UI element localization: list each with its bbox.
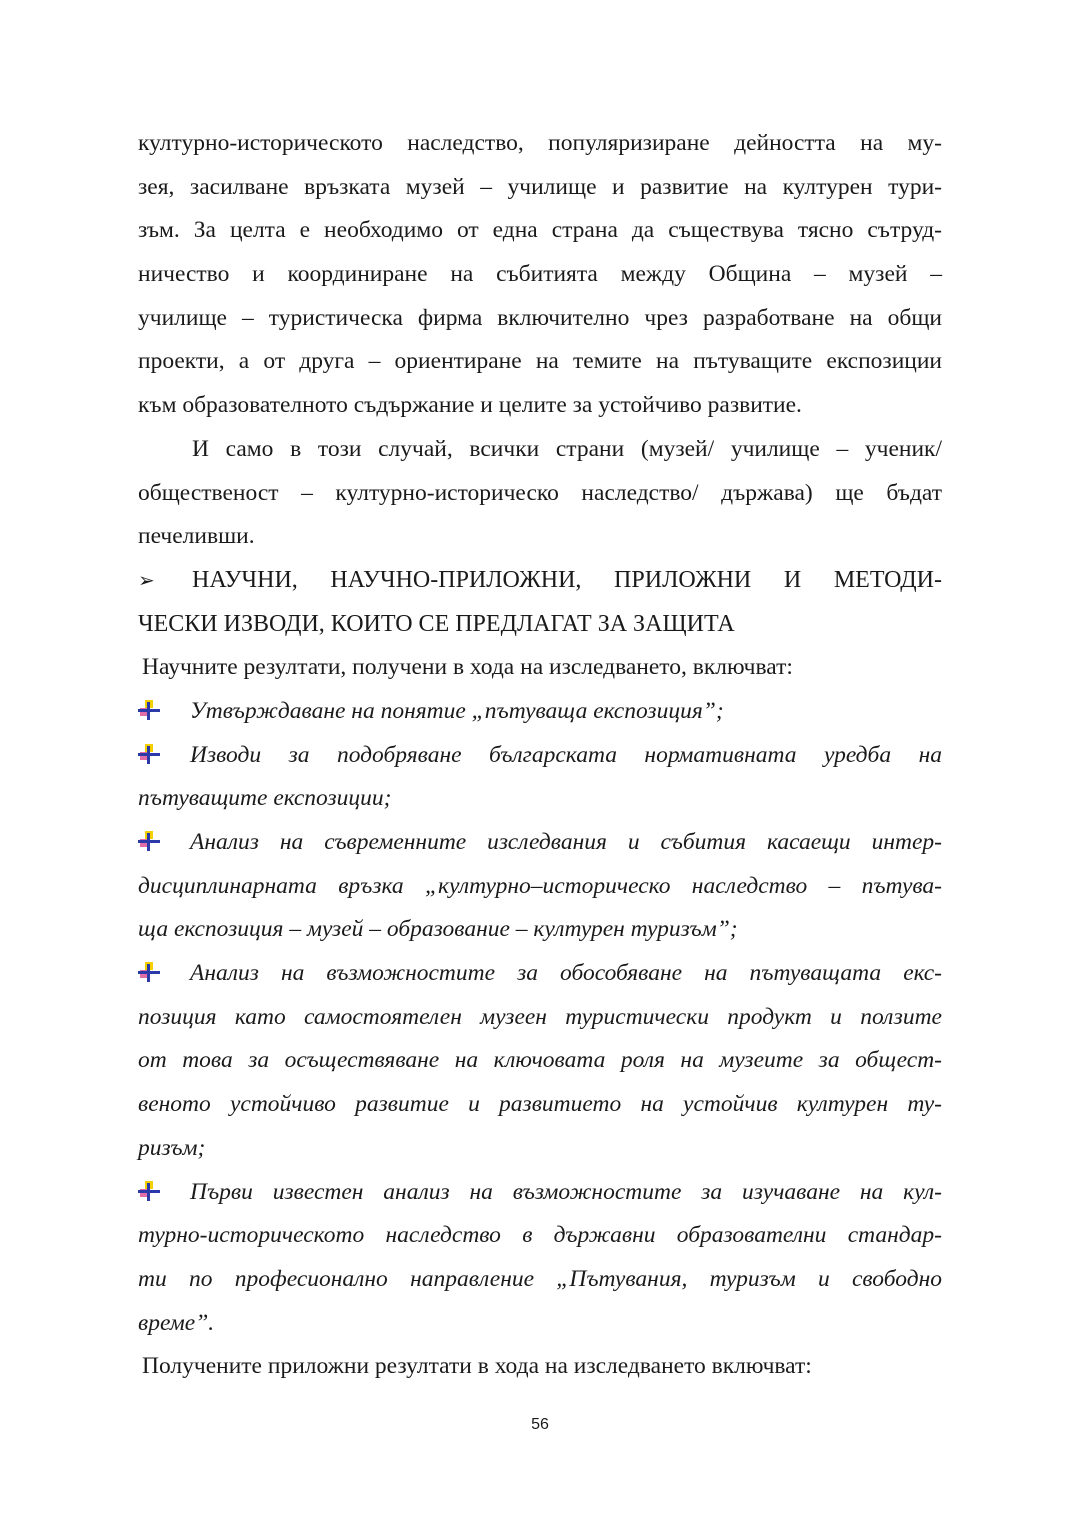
list-item	[138, 690, 942, 734]
colored-cross-bullet-icon	[138, 700, 160, 720]
text-line: зея, засилване връзката музей – училище и развитие на културен тури-	[138, 173, 942, 200]
heading-text: НАУЧНИ, НАУЧНО-ПРИЛОЖНИ, ПРИЛОЖНИ И МЕТОДИ-	[192, 566, 942, 593]
list-item-text: Анализ на съвременните изследвания и събития касаещи интер-	[190, 829, 942, 855]
applied-results-lead: Получените приложни резултати в хода на изследването включват:	[142, 1353, 812, 1380]
section-heading	[138, 559, 942, 646]
arrow-bullet-icon: ➢	[138, 567, 155, 592]
document-page	[138, 122, 942, 1389]
intro-paragraph	[138, 122, 942, 428]
list-item-line	[138, 1171, 942, 1215]
colored-cross-bullet-icon	[138, 744, 160, 764]
list-item-text: Първи известен анализ на възможностите за изучаване на кул-	[190, 1178, 942, 1205]
text-line: културно-историческото наследство, популяризиране дейността на му-	[138, 130, 942, 156]
list-item	[138, 1171, 942, 1346]
list-item	[138, 734, 942, 821]
list-item-line	[138, 952, 942, 996]
list-item	[138, 952, 942, 1170]
list-item-line	[138, 821, 942, 865]
list-item-line: ризъм;	[138, 1134, 206, 1161]
page-number: 56	[531, 1416, 549, 1433]
colored-cross-bullet-icon	[138, 831, 160, 851]
scientific-results-lead: Научните резултати, получени в хода на изследването, включват:	[142, 654, 793, 681]
text-line: общественост – културно-историческо наследство/ държава) ще бъдат	[138, 479, 942, 506]
list-item-line: ща експозиция – музей – образование – културен туризъм”;	[138, 916, 738, 943]
text-line: И само в този случай, всички страни (музей/ училище – ученик/	[192, 435, 942, 462]
text-line: ничество и координиране на събитията между Община – музей –	[138, 261, 942, 288]
list-item-line	[138, 734, 942, 778]
list-item-line: веното устойчиво развитие и развитието на устойчив културен ту-	[138, 1091, 942, 1118]
heading-line	[138, 559, 942, 603]
text-line: проекти, а от друга – ориентиране на темите на пътуващите експозиции	[138, 348, 942, 375]
list-item-line: пътуващите експозиции;	[138, 785, 392, 812]
list-item-line: от това за осъществяване на ключовата роля на музеите за общест-	[138, 1047, 942, 1074]
list-item-text: Утвърждаване на понятие „пътуваща експозиция”;	[190, 697, 724, 724]
text-line: печеливши.	[138, 523, 255, 550]
colored-cross-bullet-icon	[138, 1181, 160, 1201]
list-item-text: Анализ на възможностите за обособяване на пътуващата екс-	[190, 960, 942, 987]
scientific-results-list	[138, 690, 942, 1345]
colored-cross-bullet-icon	[138, 962, 160, 982]
list-item-line: време”.	[138, 1309, 215, 1336]
heading-line: ЧЕСКИ ИЗВОДИ, КОИТО СЕ ПРЕДЛАГАТ ЗА ЗАЩИТА	[138, 610, 735, 637]
list-item-line: ти по професионално направление „Пътувания, туризъм и свободно	[138, 1265, 942, 1292]
conclusion-paragraph	[138, 428, 942, 559]
text-line: училище – туристическа фирма включително чрез разработване на общи	[138, 304, 942, 331]
list-item-line: позиция като самостоятелен музеен туристически продукт и ползите	[138, 1003, 942, 1030]
list-item-text: Изводи за подобряване българската нормативната уредба на	[190, 741, 942, 768]
text-line: към образователното съдържание и целите за устойчиво развитие.	[138, 392, 802, 419]
text-line: зъм. За целта е необходимо от една страна да съществува тясно сътруд-	[138, 217, 942, 244]
list-item-line: турно-историческото наследство в държавни образователни стандар-	[138, 1222, 942, 1249]
list-item-line: дисциплинарната връзка „културно–историческо наследство – пътува-	[138, 872, 942, 899]
list-item	[138, 821, 942, 952]
list-item-line	[138, 690, 942, 734]
